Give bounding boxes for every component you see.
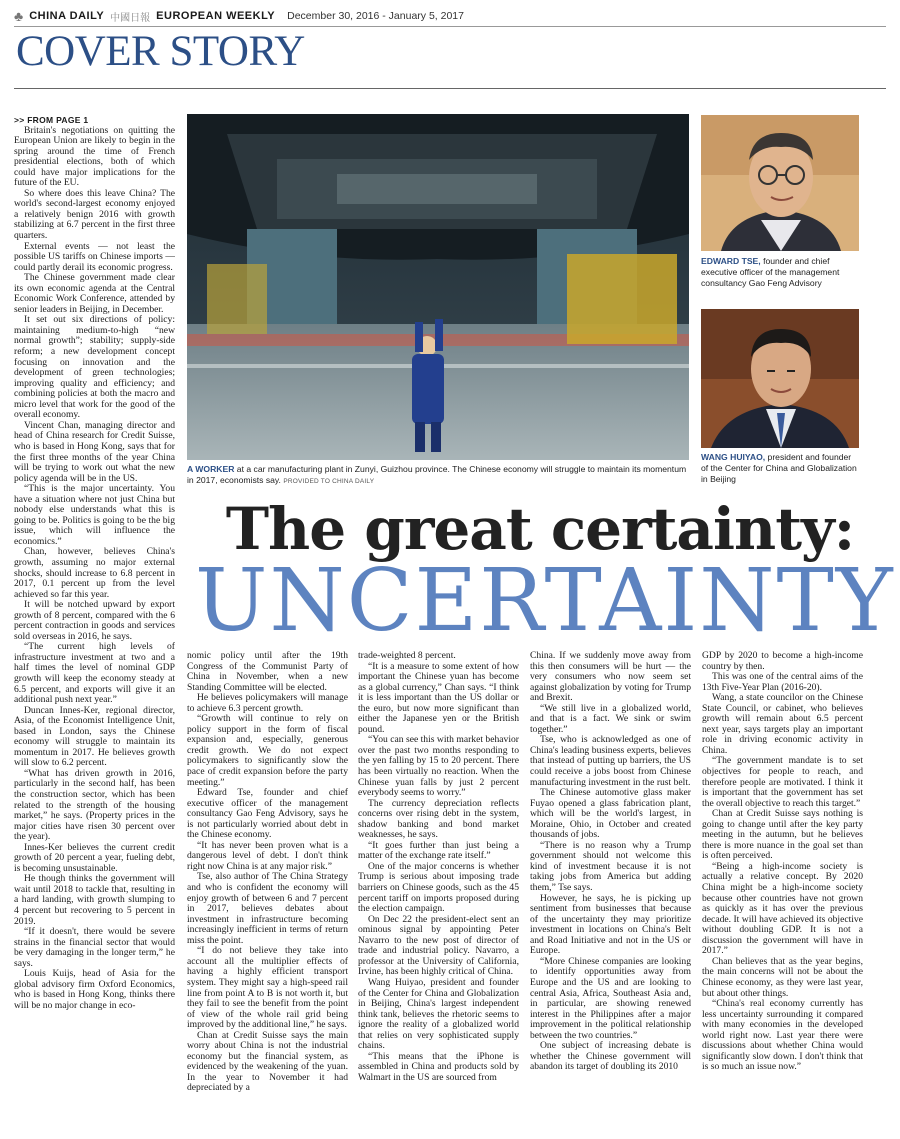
article-column-2 <box>187 651 348 1139</box>
paragraph: External events — not least the possible US tariffs on Chinese imports — could partly derail its economic progress. <box>14 240 175 273</box>
paragraph: “There is no reason why a Trump government should not welcome this kind of investment because it is not taking jobs from America but adding them,” Tse says. <box>530 839 691 894</box>
headline-line1: The great certainty: <box>225 495 855 563</box>
section-divider <box>14 88 886 89</box>
article-column-3 <box>358 651 519 1139</box>
paragraph: Louis Kuijs, head of Asia for the global advisory firm Oxford Economics, who is based in Hong Kong, thinks there will be no major change in eco- <box>14 968 175 1011</box>
paragraph: “Being a high-income society is actually a relative concept. By 2020 China might be a high-income society because other countries have not grown as quickly as it has over the previous decade. It will have achieved its objective without doubling GDP. It is not a discussion the government will have in 2017.” <box>702 860 863 957</box>
paragraph: It will be notched upward by export growth of 8 percent, compared with the 6 percent contraction in goods and services sold overseas in 2016, he says. <box>14 599 175 642</box>
paragraph: “You can see this with market behavior over the past two months responding to the yen falling by 15 to 20 percent. There has been virtually no reaction. When the Chinese yuan falls by just 2 percent everybody seems to worry.” <box>358 734 519 799</box>
paragraph: This was one of the central aims of the 13th Five-Year Plan (2016-20). <box>702 671 863 693</box>
portrait2-name: WANG HUIYAO, <box>701 452 766 462</box>
paragraph: China. If we suddenly move away from this then consumers will be hurt — the very consumers who now seem set against globalization by voting for Trump and Brexit. <box>530 651 691 704</box>
portrait1-name: EDWARD TSE, <box>701 256 761 266</box>
portrait-wang-huiyao <box>701 309 859 448</box>
article-column-1 <box>14 115 175 1139</box>
wang-huiyao-photo <box>701 309 859 448</box>
main-photo-caption <box>187 464 687 487</box>
caption-lead: A WORKER <box>187 464 235 474</box>
paragraph: He though thinks the government will wait until 2018 to tackle that, resulting in a hard landing, with growth slumping to 4 percent but recovering to 5 percent in 2019. <box>14 873 175 927</box>
paragraph: Chan, however, believes China's growth, assuming no major external shocks, should increase to 6.8 percent in 2017, 0.1 percent up from the level achieved so far this year. <box>14 546 175 600</box>
paragraph: “What has driven growth in 2016, particularly in the second half, has been the construction sector, which has been related to the strength of the housing market,” he says. (Property prices in the major cities have risen 30 percent over the year). <box>14 767 175 843</box>
portrait1-caption <box>701 256 859 289</box>
paragraph: It set out six directions of policy: maintaining medium-to-high “new normal growth”; stability; supply-side reform; a new development concept focusing on innovation and the development of green technologies; improving quality and efficiency; and combining policies at both the macro and micro level that work for the good of the overall economy. <box>14 314 175 421</box>
paragraph: GDP by 2020 to become a high-income country by then. <box>702 651 863 672</box>
paragraph: Tse, who is acknowledged as one of China's leading business experts, believes that instead of putting up barriers, the US could receive a jobs boost from Chinese manufacturing investment in the rust belt. <box>530 734 691 788</box>
portrait1-text: founder and chief executive officer of the management consultancy Gao Feng Advisory <box>701 256 840 288</box>
paragraph: The currency depreciation reflects concerns over rising debt in the system, shadow banking and bond market weaknesses, he says. <box>358 797 519 841</box>
caption-text: at a car manufacturing plant in Zunyi, Guizhou province. The Chinese economy will struggle to maintain its momentum in 2017, economists say. <box>187 464 687 485</box>
logo-mark-icon: ♣ <box>14 8 24 24</box>
paragraph: The Chinese automotive glass maker Fuyao opened a glass fabrication plant, which will be the world's largest, in Moraine, Ohio, in October and created thousands of jobs. <box>530 787 691 841</box>
paragraph: One of the major concerns is whether Trump is serious about imposing trade barriers on Chinese goods, such as the 45 percent tariff on imports proposed during the election campaign. <box>358 860 519 915</box>
paragraph: However, he says, he is picking up sentiment from businesses that because of the uncertainty they may prioritize investment in locations on China's Belt and Road Initiative and not in the US or Europe. <box>530 892 691 957</box>
factory-worker-photo <box>187 114 689 460</box>
section-title: COVER STORY <box>16 28 305 75</box>
paragraph: “I do not believe they take into account all the multiplier effects of having a highly efficient transport system. They might say a high-speed rail line from point A to B is not worth it, but they fail to see the benefit from the point of view of the whole rail grid being improved by the additional line,” he says. <box>187 945 348 1031</box>
paragraph: “It has never been proven what is a dangerous level of debt. I don't think right now China is at any major risk.” <box>187 839 348 872</box>
paragraph: “It is a measure to some extent of how important the Chinese yuan has become as a global currency,” Chan says. “I think it is less important than the US dollar or the euro, but now more significant than either the Japanese yen or the British pound. <box>358 660 519 735</box>
paragraph: The Chinese government made clear its own economic agenda at the Central Economic Work Conference, attended by senior leaders in Beijing, in December. <box>14 272 175 315</box>
edition-name: EUROPEAN WEEKLY <box>156 10 276 22</box>
paragraph: Chan at Credit Suisse says the main worry about China is not the industrial economy but the financial system, as evidenced by the weakening of the yuan. In the year to November it had depreciated by a <box>187 1029 348 1094</box>
paragraph: “China's real economy currently has less uncertainty surrounding it compared with many economies in the developed world right now. Last year there were discussions about whether China would significantly slow down. I don't think that is so much an issue now.” <box>702 998 863 1073</box>
paragraph: trade-weighted 8 percent. <box>358 651 456 661</box>
paragraph: Tse, also author of The China Strategy and who is confident the economy will enjoy growth of between 6 and 7 percent in 2017, believes debates about investment in infrastructure becoming increasingly inefficient in terms of return miss the point. <box>187 871 348 946</box>
paragraph: “This is the major uncertainty. You have a situation where not just China but nobody else understands what this is going to be. Politics is going to be the big issue, which will influence the economics.” <box>14 483 175 547</box>
publication-name: CHINA DAILY <box>29 10 105 22</box>
paragraph: Wang Huiyao, president and founder of the Center for China and Globalization in Beijing, China's largest independent think tank, believes the rhetoric seems to ignore the reality of a globalized world that relies on very sophisticated supply chains. <box>358 976 519 1052</box>
paragraph: Duncan Innes-Ker, regional director, Asia, of the Economist Intelligence Unit, based in London, says the Chinese economy will struggle to maintain its momentum in 2017. He believes growth will slow to 6.2 percent. <box>14 704 175 769</box>
main-photo <box>187 114 689 460</box>
paragraph: Wang, a state councilor on the Chinese State Council, or cabinet, who believes growth will remain about 6.5 percent next year, says targets play an important role in driving economic activity in China. <box>702 692 863 756</box>
paragraph: nomic policy until after the 19th Congress of the Communist Party of China in November, when a new Standing Committee will be elected. <box>187 651 348 693</box>
article-column-5 <box>702 651 863 1139</box>
photo-credit: PROVIDED TO CHINA DAILY <box>283 478 375 485</box>
paragraph: “It goes further than just being a matter of the exchange rate itself.” <box>358 839 519 862</box>
portrait-edward-tse <box>701 115 859 251</box>
paragraph: Innes-Ker believes the current credit growth of 20 percent a year, fueling debt, is becoming unsustainable. <box>14 841 175 874</box>
paragraph: “This means that the iPhone is assembled in China and products sold by Walmart in the US are sourced from <box>358 1050 519 1083</box>
paragraph: “Growth will continue to rely on policy support in the form of fiscal expansion and, especially, generous credit growth. We do not expect policymakers to significantly slow the pace of credit expansion before the party meeting.” <box>187 713 348 788</box>
portrait2-text: president and founder of the Center for China and Globalization in Beijing <box>701 452 857 484</box>
edward-tse-photo <box>701 115 859 251</box>
header-divider <box>14 26 886 27</box>
paragraph: “The current high levels of infrastructure investment at two and a half times the level of nominal GDP growth will keep the economy steady at 6.5 percent, and exports will give it an additional push next year.” <box>14 641 175 706</box>
paragraph: Vincent Chan, managing director and head of China research for Credit Suisse, who is based in Hong Kong, says that for the first three months of the year China will be trying to work out what the new policy agenda will be in the US. <box>14 419 175 484</box>
paragraph: He believes policymakers will manage to achieve 6.3 percent growth. <box>187 692 348 714</box>
paragraph: “We still live in a globalized world, and that is a fact. We sink or swim together.” <box>530 702 691 735</box>
paragraph: One subject of increasing debate is whether the Chinese government will abandon its target of doubling its 2010 <box>530 1040 691 1073</box>
paragraph: Britain's negotiations on quitting the European Union are likely to begin in the spring around the time of French presidential elections, both of which could have major implications for the future of the EU. <box>14 124 175 189</box>
paragraph: Edward Tse, founder and chief executive officer of the management consultancy Gao Feng Advisory, says he is not particularly worried about debt in the Chinese economy. <box>187 787 348 841</box>
paragraph: “More Chinese companies are looking to identify opportunities away from Europe and the US and are looking to central Asia, Africa, Southeast Asia and, in particular, are showing renewed interest in the Philippines after a major improvement in the political relationship between the two countries.” <box>530 955 691 1041</box>
paragraph: “If it doesn't, there would be severe strains in the financial sector that would be very damaging in the longer term,” he says. <box>14 926 175 969</box>
headline-line2: UNCERTAINTY <box>195 551 895 651</box>
portrait2-caption <box>701 452 859 485</box>
masthead <box>14 6 886 26</box>
paragraph: Chan at Credit Suisse says nothing is going to change until after the key party meeting in the autumn, but he believes there is more nuance in the goal set than is often perceived. <box>702 808 863 862</box>
paragraph: Chan believes that as the year begins, the main concerns will not be about the Chinese economy, as they were last year, but about other things. <box>702 955 863 999</box>
paragraph: So where does this leave China? The world's second-largest economy enjoyed a relatively benign 2016 with growth stabilizing at 6.7 percent in the first three quarters. <box>14 187 175 242</box>
continued-from-label: >> FROM PAGE 1 <box>14 115 89 125</box>
article-column-4 <box>530 651 691 1139</box>
paragraph: “The government mandate is to set objectives for people to reach, and therefore people are motivated. I think it is important that the government has set the overall objective to reach this target.” <box>702 755 863 809</box>
paragraph: On Dec 22 the president-elect sent an ominous signal by appointing Peter Navarro to the new post of director of trade and industrial policy. Navarro, a professor at the University of California, Irvine, has been highly critical of China. <box>358 913 519 978</box>
publication-name-cn: 中國日報 <box>110 12 151 24</box>
issue-date: December 30, 2016 - January 5, 2017 <box>287 10 464 22</box>
